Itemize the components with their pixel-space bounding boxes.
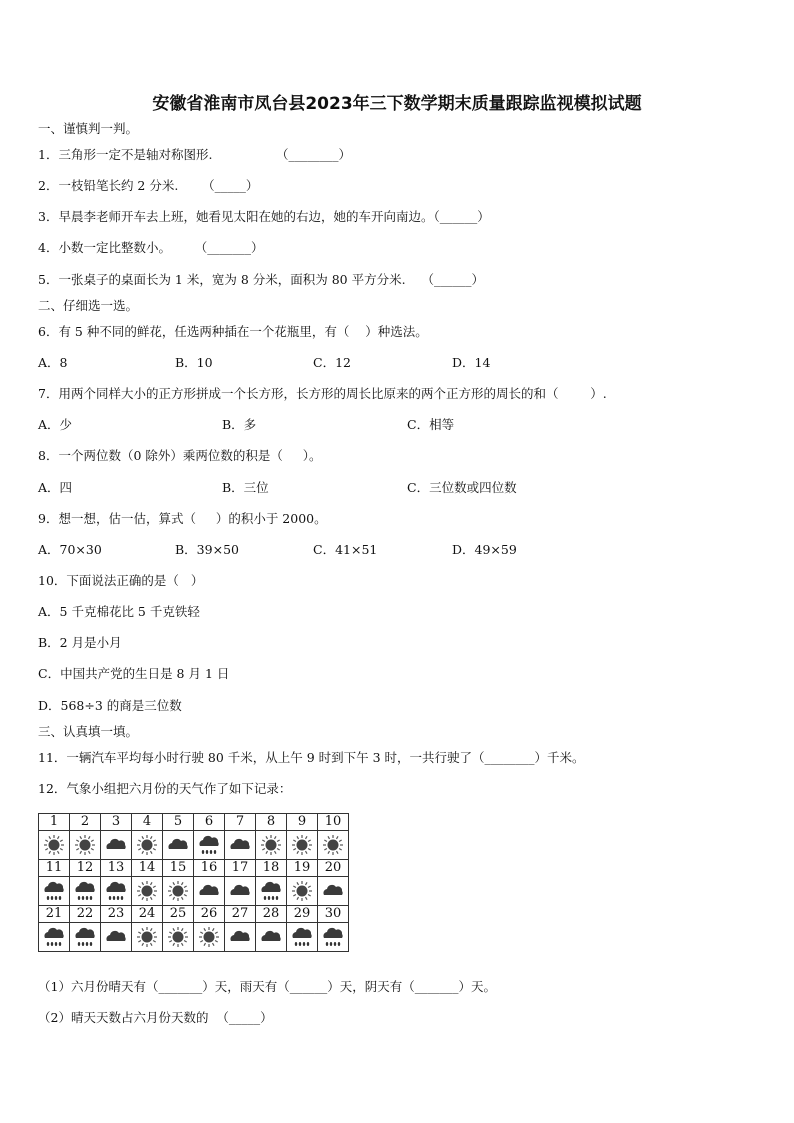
weather-cell [318, 831, 349, 860]
day-number: 5 [163, 814, 194, 831]
sunny-icon [72, 833, 98, 857]
rainy-icon [41, 925, 67, 949]
day-number: 28 [256, 906, 287, 923]
weather-cell [101, 923, 132, 952]
day-number: 4 [132, 814, 163, 831]
weather-cell [225, 831, 256, 860]
question-6: 6．有 5 种不同的鲜花，任选两种插在一个花瓶里，有（ ）种选法。 [38, 324, 428, 339]
cloudy-icon [227, 833, 253, 857]
q10-option-c: C．中国共产党的生日是 8 月 1 日 [38, 666, 230, 681]
weather-cell [225, 877, 256, 906]
sunny-icon [165, 925, 191, 949]
weather-cell [194, 831, 225, 860]
sunny-icon [134, 925, 160, 949]
day-number: 21 [39, 906, 70, 923]
cloudy-icon [227, 879, 253, 903]
day-number: 11 [39, 860, 70, 877]
weather-record-table [38, 813, 349, 952]
question-12: 12．气象小组把六月份的天气作了如下记录： [38, 781, 292, 796]
weather-cell [256, 831, 287, 860]
sunny-icon [289, 833, 315, 857]
weather-cell [39, 923, 70, 952]
weather-cell [132, 877, 163, 906]
day-number: 29 [287, 906, 318, 923]
day-number: 6 [194, 814, 225, 831]
q6-option-a: A．8 [38, 355, 68, 370]
day-number: 27 [225, 906, 256, 923]
q9-option-b: B．39×50 [175, 542, 239, 557]
day-number: 9 [287, 814, 318, 831]
cloudy-icon [320, 879, 346, 903]
weather-cell [70, 923, 101, 952]
weather-cell [194, 923, 225, 952]
cloudy-icon [227, 925, 253, 949]
q10-option-b: B．2 月是小月 [38, 635, 122, 650]
weather-cell [256, 877, 287, 906]
weather-cell [101, 831, 132, 860]
day-number: 14 [132, 860, 163, 877]
sunny-icon [134, 879, 160, 903]
q9-option-c: C．41×51 [313, 542, 378, 557]
page-title: 安徽省淮南市凤台县2023年三下数学期末质量跟踪监视模拟试题 [152, 94, 642, 114]
day-number: 2 [70, 814, 101, 831]
weather-cell [132, 923, 163, 952]
sunny-icon [320, 833, 346, 857]
day-number: 19 [287, 860, 318, 877]
day-number: 17 [225, 860, 256, 877]
weather-cell [39, 831, 70, 860]
day-number: 24 [132, 906, 163, 923]
day-number: 20 [318, 860, 349, 877]
q9-option-d: D．49×59 [452, 542, 517, 557]
question-2: 2．一枝铅笔长约 2 分米. （_____） [38, 178, 259, 193]
weather-cell [318, 877, 349, 906]
q6-option-c: C．12 [313, 355, 351, 370]
q9-option-a: A．70×30 [38, 542, 102, 557]
day-number: 7 [225, 814, 256, 831]
weather-cell [287, 877, 318, 906]
question-12-part-1: （1）六月份晴天有（_______）天，雨天有（______）天，阴天有（_______）天。 [38, 979, 496, 994]
day-number: 18 [256, 860, 287, 877]
q10-option-d: D．568÷3 的商是三位数 [38, 698, 182, 713]
weather-cell [101, 877, 132, 906]
weather-cell [287, 831, 318, 860]
day-number: 10 [318, 814, 349, 831]
rainy-icon [72, 879, 98, 903]
weather-cell [39, 877, 70, 906]
section-heading-3: 三、认真填一填。 [38, 724, 139, 739]
question-3: 3．早晨李老师开车去上班，她看见太阳在她的右边，她的车开向南边。（______） [38, 209, 490, 224]
rainy-icon [196, 833, 222, 857]
q8-option-b: B．三位 [222, 480, 269, 495]
day-number: 3 [101, 814, 132, 831]
weather-cell [163, 831, 194, 860]
sunny-icon [134, 833, 160, 857]
sunny-icon [196, 925, 222, 949]
day-number: 12 [70, 860, 101, 877]
q10-option-a: A．5 千克棉花比 5 千克铁轻 [38, 604, 200, 619]
day-number: 1 [39, 814, 70, 831]
sunny-icon [289, 879, 315, 903]
question-9: 9．想一想，估一估，算式（ ）的积小于 2000。 [38, 511, 327, 526]
cloudy-icon [103, 833, 129, 857]
rainy-icon [289, 925, 315, 949]
q8-option-a: A．四 [38, 480, 73, 495]
day-number: 30 [318, 906, 349, 923]
weather-cell [163, 923, 194, 952]
weather-cell [70, 831, 101, 860]
weather-cell [70, 877, 101, 906]
question-12-part-2: （2）晴天天数占六月份天数的 （_____） [38, 1010, 273, 1025]
question-5: 5．一张桌子的桌面长为 1 米，宽为 8 分米，面积为 80 平方分米. （______） [38, 272, 484, 287]
q6-option-d: D．14 [452, 355, 491, 370]
question-4: 4．小数一定比整数小。 （_______） [38, 240, 264, 255]
sunny-icon [258, 833, 284, 857]
day-number: 25 [163, 906, 194, 923]
day-number: 15 [163, 860, 194, 877]
rainy-icon [41, 879, 67, 903]
weather-cell [225, 923, 256, 952]
day-number: 13 [101, 860, 132, 877]
weather-cell [132, 831, 163, 860]
day-number: 22 [70, 906, 101, 923]
q8-option-c: C．三位数或四位数 [407, 480, 517, 495]
weather-cell [163, 877, 194, 906]
question-7: 7．用两个同样大小的正方形拼成一个长方形，长方形的周长比原来的两个正方形的周长的和（ ）. [38, 386, 607, 401]
question-1: 1．三角形一定不是轴对称图形. （________） [38, 147, 352, 162]
q6-option-b: B．10 [175, 355, 213, 370]
rainy-icon [320, 925, 346, 949]
rainy-icon [72, 925, 98, 949]
sunny-icon [41, 833, 67, 857]
question-10: 10．下面说法正确的是（ ） [38, 573, 204, 588]
cloudy-icon [103, 925, 129, 949]
day-number: 23 [101, 906, 132, 923]
cloudy-icon [196, 879, 222, 903]
weather-cell [287, 923, 318, 952]
section-heading-2: 二、仔细选一选。 [38, 298, 139, 313]
q7-option-b: B．多 [222, 417, 257, 432]
day-number: 26 [194, 906, 225, 923]
section-heading-1: 一、谨慎判一判。 [38, 121, 139, 136]
rainy-icon [258, 879, 284, 903]
rainy-icon [103, 879, 129, 903]
weather-cell [194, 877, 225, 906]
q7-option-c: C．相等 [407, 417, 455, 432]
weather-cell [318, 923, 349, 952]
question-8: 8．一个两位数（0 除外）乘两位数的积是（ ）。 [38, 448, 322, 463]
sunny-icon [165, 879, 191, 903]
weather-cell [256, 923, 287, 952]
q7-option-a: A．少 [38, 417, 73, 432]
question-11: 11．一辆汽车平均每小时行驶 80 千米，从上午 9 时到下午 3 时，一共行驶了（________）千米。 [38, 750, 585, 765]
cloudy-icon [258, 925, 284, 949]
day-number: 16 [194, 860, 225, 877]
day-number: 8 [256, 814, 287, 831]
cloudy-icon [165, 833, 191, 857]
